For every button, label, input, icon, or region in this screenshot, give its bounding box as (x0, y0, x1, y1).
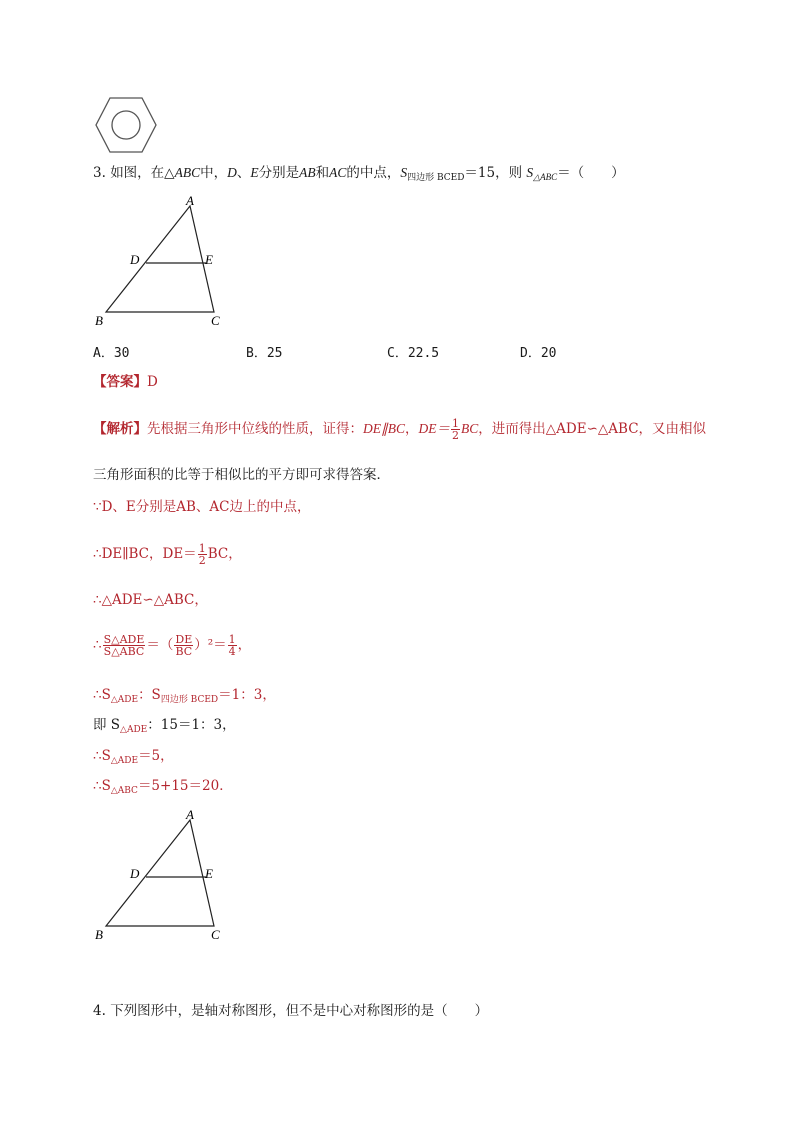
question-4: 4. 下列图形中，是轴对称图形，但不是中心对称图形的是（ ） (93, 1003, 489, 1019)
analysis-line-2: 三角形面积的比等于相似比的平方即可求得答案． (93, 467, 390, 483)
hexagon-circle-figure (94, 96, 158, 154)
analysis-line-10: $\therefore S_{\triangle ABC}=5+15=20$． (93, 778, 233, 796)
option-a[interactable]: A．30 (93, 346, 130, 361)
label-d: D (130, 252, 140, 267)
label-c: C (211, 313, 220, 328)
analysis-line-9: $\therefore S_{\triangle ADE}=5$， (93, 748, 174, 766)
analysis-line-6: ∴ $\frac{\text{S△ADE}}{\text{S△ABC}}$ ＝（ $\frac{DE}{BC}$ ）²＝ $\frac{1}{4}$ ， (93, 633, 252, 658)
label-e: E (205, 252, 213, 267)
triangle-figure-2 (92, 806, 232, 946)
option-b[interactable]: B．25 (246, 346, 283, 361)
label-a: A (186, 193, 194, 208)
answer-line: 【答案】D (93, 374, 158, 390)
option-c[interactable]: C．22.5 (387, 346, 440, 361)
label-c-2: C (211, 927, 220, 942)
triangle-figure-1 (92, 192, 232, 332)
analysis-line-1: 【解析】先根据三角形中位线的性质，证得：DE∥BC，DE＝ $\frac{1}{2}$ BC，进而得出△ADE∽△ABC，又由相似 (93, 417, 707, 442)
label-b-2: B (95, 927, 103, 942)
analysis-line-3: ∵D、E分别是AB、AC边上的中点， (93, 499, 311, 515)
analysis-line-8: 即 $S_{\triangle ADE}$：15＝1：3， (93, 717, 236, 735)
analysis-line-7: $\therefore S_{\triangle ADE}$：$S_{四边形 BCED}=1$：3， (93, 687, 276, 705)
option-d[interactable]: D．20 (520, 346, 557, 361)
label-e-2: E (205, 866, 213, 881)
analysis-line-4: ∴DE∥BC，DE＝ $\frac{1}{2}$ BC， (93, 542, 242, 567)
analysis-line-5: ∴△ADE∽△ABC， (93, 592, 208, 608)
question-3: 3. 如图，在△ABC中，D、E分别是AB和AC的中点，$S_{四边形 BCED}=15$，则 $S_{\triangle ABC}=$（ ） (93, 165, 625, 183)
label-b: B (95, 313, 103, 328)
label-a-2: A (186, 807, 194, 822)
label-d-2: D (130, 866, 140, 881)
